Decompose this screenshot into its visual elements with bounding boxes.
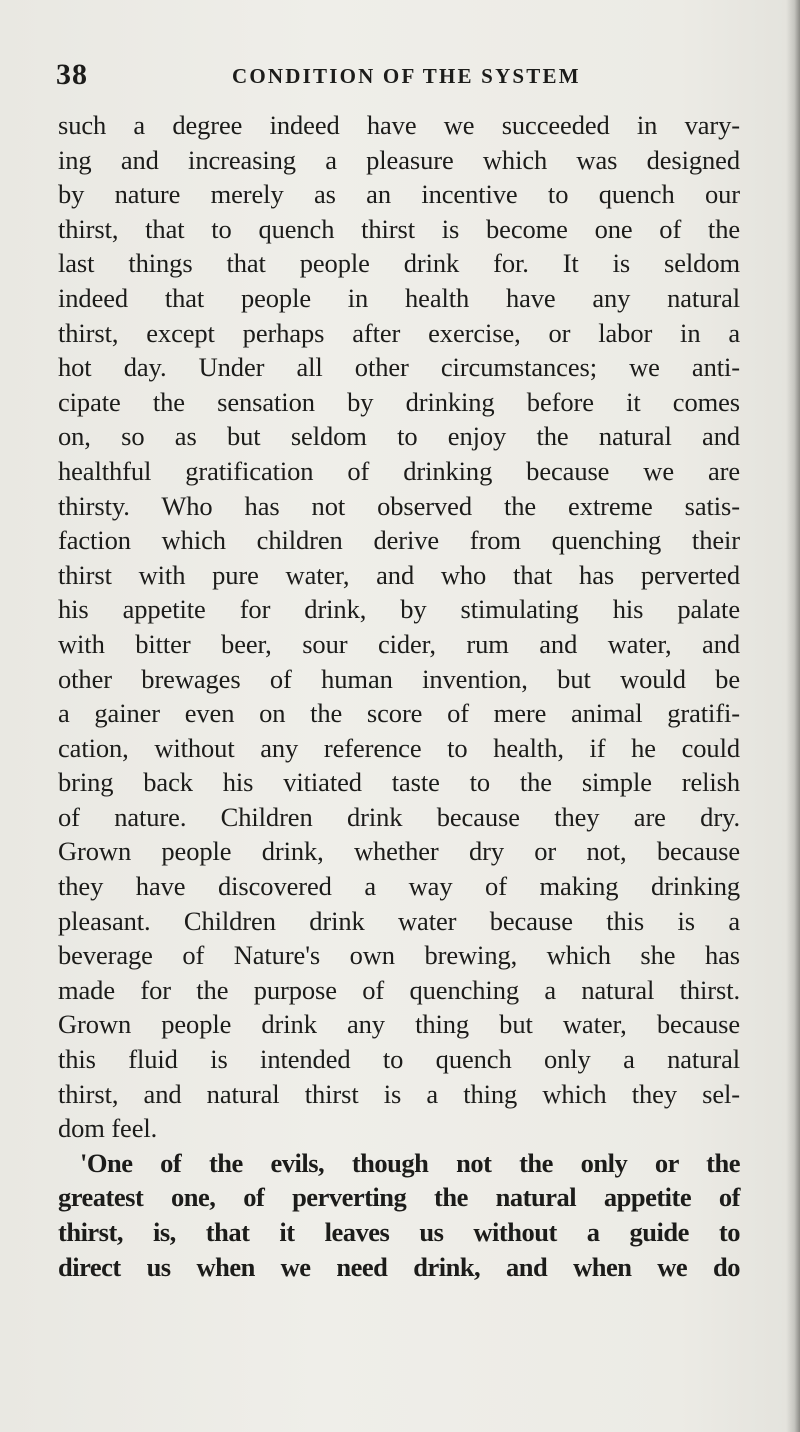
text-line: thirst, that to quench thirst is become one of the [58, 213, 740, 244]
text-line: made for the purpose of quenching a natural thirst. [58, 974, 740, 1005]
text-line: thirst, and natural thirst is a thing which they sel- [58, 1078, 740, 1109]
text-line: hot day. Under all other circumstances; we anti- [58, 352, 740, 383]
text-line: other brewages of human invention, but would be [58, 663, 740, 694]
text-line: pleasant. Children drink water because this is a [58, 905, 740, 936]
page-edge-shadow [786, 0, 800, 1432]
text-line: on, so as but seldom to enjoy the natural and [58, 421, 740, 452]
text-line: such a degree indeed have we succeeded in vary- [58, 110, 740, 140]
text-line: last things that people drink for. It is seldom [58, 248, 740, 279]
text-line: thirst with pure water, and who that has perverted [58, 559, 740, 590]
text-line: ing and increasing a pleasure which was designed [58, 144, 740, 175]
text-line: Grown people drink, whether dry or not, because [58, 836, 740, 867]
text-line: thirst, except perhaps after exercise, or labor in a [58, 317, 740, 348]
text-line: this fluid is intended to quench only a natural [58, 1044, 740, 1075]
text-line: thirst, is, that it leaves us without a guide to [58, 1217, 740, 1247]
text-line: direct us when we need drink, and when we do [58, 1251, 740, 1282]
page-number: 38 [56, 58, 88, 91]
text-line: cation, without any reference to health, if he could [58, 732, 740, 763]
text-line: of nature. Children drink because they are dry. [58, 801, 740, 832]
text-line: a gainer even on the score of mere animal gratifi- [58, 698, 740, 729]
running-head: CONDITION OF THE SYSTEM [232, 64, 581, 88]
text-line: Grown people drink any thing but water, because [58, 1009, 740, 1040]
text-line: dom feel. [58, 1113, 158, 1144]
text-line: bring back his vitiated taste to the simple relish [58, 767, 740, 798]
text-line: thirsty. Who has not observed the extreme satis- [58, 490, 740, 521]
text-line: by nature merely as an incentive to quench our [58, 179, 740, 210]
page-header [56, 58, 726, 98]
text-line: healthful gratification of drinking because we are [58, 455, 740, 486]
text-line: with bitter beer, sour cider, rum and water, and [58, 628, 740, 659]
text-line: faction which children derive from quenching their [58, 525, 740, 556]
text-line: 'One of the evils, though not the only or the [80, 1147, 740, 1178]
text-line: his appetite for drink, by stimulating his palate [58, 594, 740, 625]
body-text [58, 108, 740, 1284]
text-line: greatest one, of perverting the natural appetite of [58, 1182, 740, 1213]
text-line: indeed that people in health have any natural [58, 282, 740, 313]
text-line: cipate the sensation by drinking before it comes [58, 386, 740, 417]
text-line: beverage of Nature's own brewing, which she has [58, 940, 740, 971]
text-line: they have discovered a way of making drinking [58, 871, 740, 902]
